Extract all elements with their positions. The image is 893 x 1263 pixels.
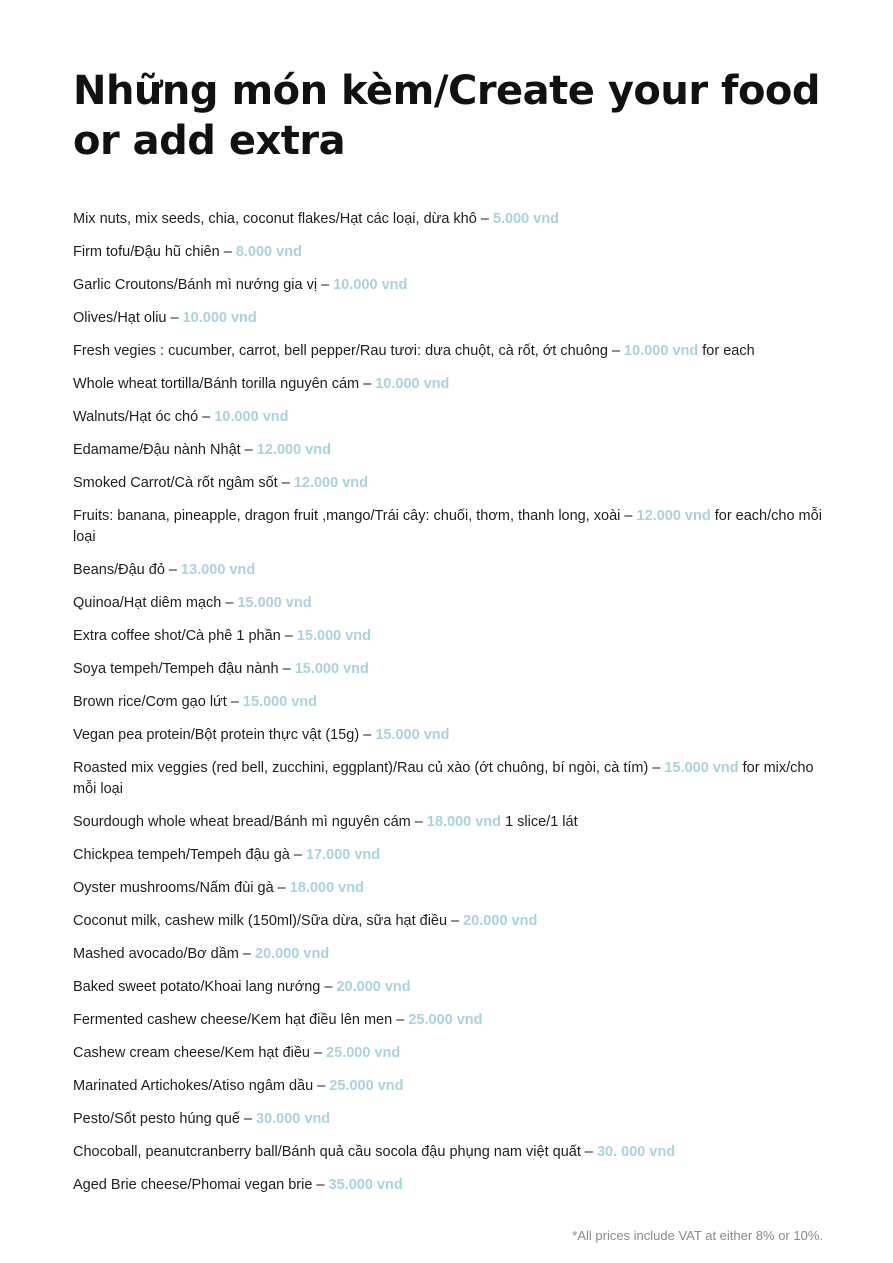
item-price: 25.000 vnd [329,1078,404,1094]
menu-item [73,473,833,494]
item-price: 15.000 vnd [237,595,312,611]
item-price: 15.000 vnd [242,694,318,710]
item-price: 15.000 vnd [664,760,739,776]
item-price: 18.000 vnd [289,880,364,896]
menu-item [73,1076,833,1097]
item-price-note: 1 slice/1 lát [501,814,578,830]
item-price: 30.000 vnd [256,1111,331,1127]
item-label: Chocoball, peanutcranberry ball/Bánh quả cầu socola đậu phụng nam việt quất – [73,1144,597,1160]
item-price: 17.000 vnd [305,847,381,863]
item-price: 20.000 vnd [255,946,330,962]
item-price: 8.000 vnd [235,244,302,260]
item-label: Walnuts/Hạt óc chó – [73,409,215,425]
item-label: Baked sweet potato/Khoai lang nướng – [73,979,337,995]
menu-item [73,758,833,800]
item-label: Firm tofu/Đậu hũ chiên – [73,244,236,260]
item-label: Vegan pea protein/Bột protein thực vật (15g) – [73,727,376,743]
menu-item [73,506,833,548]
item-label: Edamame/Đậu nành Nhật – [73,442,257,458]
item-price: 12.000 vnd [256,442,331,458]
item-price: 5.000 vnd [492,211,560,227]
item-price: 25.000 vnd [408,1012,483,1028]
item-label: Olives/Hạt oliu – [73,310,183,326]
menu-item [73,1142,833,1163]
item-label: Chickpea tempeh/Tempeh đậu gà – [73,847,306,863]
item-price: 10.000 vnd [375,376,450,392]
item-label: Quinoa/Hạt diêm mạch – [73,595,238,611]
item-price: 12.000 vnd [636,508,711,524]
item-label: Cashew cream cheese/Kem hạt điều – [73,1045,327,1061]
item-label: Coconut milk, cashew milk (150ml)/Sữa dừa, sữa hạt điều – [73,913,464,929]
menu-item [73,692,833,713]
item-price: 10.000 vnd [624,343,699,359]
item-price: 15.000 vnd [375,727,450,743]
item-price: 10.000 vnd [182,310,257,326]
menu-item [73,560,833,581]
item-label: Roasted mix veggies (red bell, zucchini, eggplant)/Rau củ xào (ớt chuông, bí ngòi, cà tím) – [73,760,665,776]
menu-item [73,308,833,329]
item-price: 10.000 vnd [333,277,408,293]
item-price: 30. 000 vnd [596,1144,676,1160]
item-price: 18.000 vnd [426,814,502,830]
menu-item [73,845,833,866]
item-price: 20.000 vnd [463,913,538,929]
extras-list [73,209,833,1208]
menu-item [73,878,833,899]
item-label: Garlic Croutons/Bánh mì nướng gia vị – [73,277,334,293]
item-label: Fruits: banana, pineapple, dragon fruit ,mango/Trái cây: chuối, thơm, thanh long, xoài – [73,508,637,524]
item-price: 13.000 vnd [181,562,256,578]
menu-item [73,209,833,230]
menu-item [73,812,833,833]
menu-item [73,1043,833,1064]
item-price: 15.000 vnd [294,661,369,677]
item-label: Aged Brie cheese/Phomai vegan brie – [73,1177,329,1193]
item-price: 12.000 vnd [293,475,368,491]
item-price: 20.000 vnd [336,979,411,995]
menu-item [73,275,833,296]
item-price: 10.000 vnd [214,409,289,425]
vat-footnote: *All prices include VAT at either 8% or 10%. [572,1228,823,1243]
item-label: Extra coffee shot/Cà phê 1 phần – [73,628,297,644]
menu-item [73,341,833,362]
menu-item [73,911,833,932]
item-label: Soya tempeh/Tempeh đậu nành – [73,661,295,677]
menu-item [73,593,833,614]
menu-item [73,374,833,395]
menu-item [73,440,833,461]
item-label: Sourdough whole wheat bread/Bánh mì nguyên cám – [73,814,427,830]
item-price-note: for each/cho mỗi loại [73,508,822,545]
menu-item [73,1010,833,1031]
menu-item [73,944,833,965]
item-label: Fermented cashew cheese/Kem hạt điều lên men – [73,1012,409,1028]
item-label: Fresh vegies : cucumber, carrot, bell pepper/Rau tươi: dưa chuột, cà rốt, ớt chuông – [73,343,625,359]
item-label: Beans/Đậu đỏ – [73,562,182,578]
item-label: Oyster mushrooms/Nấm đùi gà – [73,880,290,896]
item-price: 15.000 vnd [296,628,372,644]
item-price: 35.000 vnd [328,1177,403,1193]
item-label: Marinated Artichokes/Atiso ngâm dầu – [73,1078,330,1094]
menu-item [73,1109,833,1130]
item-price: 25.000 vnd [326,1045,401,1061]
item-price-note: for each [698,343,755,359]
menu-item [73,626,833,647]
menu-item [73,242,833,263]
item-label: Mix nuts, mix seeds, chia, coconut flakes/Hạt các loại, dừa khô – [73,211,493,227]
menu-item [73,1175,833,1196]
menu-item [73,659,833,680]
menu-item [73,725,833,746]
item-label: Pesto/Sốt pesto húng quế – [73,1111,256,1127]
item-label: Whole wheat tortilla/Bánh torilla nguyên cám – [73,376,376,392]
menu-item [73,407,833,428]
page-title: Những món kèm/Create your food or add extra [73,68,821,164]
item-label: Brown rice/Cơm gạo lứt – [73,694,243,710]
item-price-note: for mix/cho mỗi loại [73,760,814,797]
menu-item [73,977,833,998]
item-label: Mashed avocado/Bơ dầm – [73,946,256,962]
item-label: Smoked Carrot/Cà rốt ngâm sốt – [73,475,294,491]
